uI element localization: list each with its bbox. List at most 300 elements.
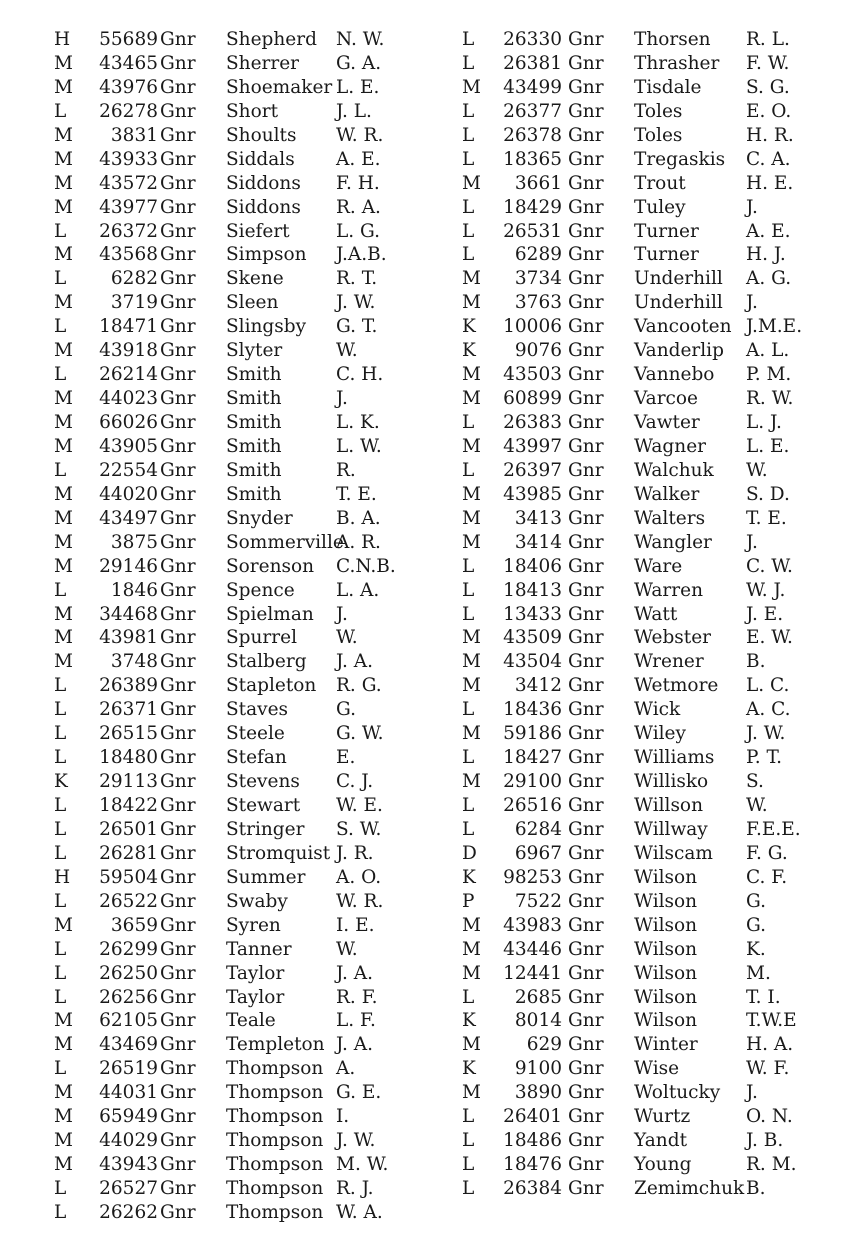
rank: Gnr: [160, 340, 196, 362]
service-number: 26281: [99, 842, 158, 864]
service-prefix: L: [54, 962, 67, 984]
initials: T. E.: [746, 507, 787, 529]
service-prefix: L: [462, 555, 475, 577]
surname: Short: [226, 100, 279, 122]
surname: Wilson: [634, 866, 698, 888]
rank: Gnr: [568, 124, 604, 146]
rank: Gnr: [160, 76, 196, 98]
surname: Thompson: [226, 1082, 324, 1104]
service-number: 3414: [514, 531, 562, 553]
service-number: 2685: [514, 986, 562, 1008]
rank: Gnr: [160, 100, 196, 122]
rank: Gnr: [160, 1106, 196, 1128]
service-number: 3763: [514, 292, 562, 314]
initials: C. F.: [746, 866, 788, 888]
service-prefix: H: [54, 29, 71, 50]
initials: J. W.: [746, 723, 786, 745]
surname: Underhill: [634, 268, 723, 290]
surname: Syren: [226, 914, 281, 936]
initials: R. F.: [336, 986, 378, 1008]
service-prefix: M: [54, 412, 73, 433]
service-number: 3875: [110, 531, 158, 553]
surname: Underhill: [634, 292, 723, 314]
rank: Gnr: [160, 555, 196, 577]
service-number: 26522: [99, 890, 158, 912]
rank: Gnr: [160, 579, 196, 601]
surname: Wrener: [634, 651, 704, 673]
service-prefix: L: [54, 459, 67, 481]
initials: P. M.: [746, 364, 792, 386]
service-number: 43509: [503, 627, 562, 649]
rank: Gnr: [160, 364, 196, 386]
initials: W.: [336, 340, 358, 362]
surname: Vanderlip: [634, 340, 724, 362]
initials: B. A.: [336, 507, 381, 529]
rank: Gnr: [568, 507, 604, 529]
service-number: 26383: [503, 412, 562, 433]
service-prefix: K: [54, 771, 68, 793]
service-number: 43465: [99, 52, 158, 74]
service-number: 43918: [99, 340, 158, 362]
rank: Gnr: [160, 699, 196, 721]
rank: Gnr: [160, 1201, 196, 1223]
initials: R.: [336, 459, 356, 481]
service-number: 3413: [514, 507, 562, 529]
service-prefix: L: [462, 1106, 475, 1128]
surname: Wilson: [634, 938, 698, 960]
service-number: 62105: [99, 1010, 158, 1032]
surname: Turner: [634, 244, 699, 266]
initials: G.: [746, 890, 766, 912]
surname: Smith: [226, 459, 282, 481]
rank: Gnr: [160, 603, 196, 625]
surname: Stringer: [226, 818, 305, 840]
surname: Thompson: [226, 1154, 324, 1176]
service-number: 43977: [99, 196, 158, 218]
service-number: 26384: [503, 1178, 562, 1199]
rank: Gnr: [160, 651, 196, 673]
service-prefix: D: [462, 842, 477, 864]
surname: Winter: [634, 1034, 698, 1056]
rank: Gnr: [568, 866, 604, 888]
rank: Gnr: [160, 412, 196, 433]
service-number: 44023: [99, 388, 158, 410]
rank: Gnr: [160, 795, 196, 816]
rank: Gnr: [568, 1034, 604, 1056]
initials: N. W.: [336, 29, 385, 50]
service-prefix: M: [54, 148, 73, 170]
surname: Tanner: [226, 938, 292, 960]
rank: Gnr: [160, 220, 196, 242]
surname: Siddons: [226, 196, 301, 218]
initials: S.: [746, 771, 764, 793]
service-prefix: M: [54, 1106, 73, 1128]
service-number: 26377: [503, 100, 562, 122]
initials: F. W.: [746, 52, 790, 74]
rank: Gnr: [568, 675, 604, 697]
initials: S. W.: [336, 818, 382, 840]
surname: Willway: [634, 818, 708, 840]
rank: Gnr: [160, 531, 196, 553]
rank: Gnr: [160, 1154, 196, 1176]
service-number: 3661: [514, 172, 562, 194]
service-number: 18486: [503, 1130, 562, 1152]
service-number: 18406: [503, 555, 562, 577]
service-prefix: M: [462, 651, 481, 673]
service-prefix: M: [54, 76, 73, 98]
service-number: 55689: [99, 29, 158, 50]
rank: Gnr: [568, 842, 604, 864]
service-prefix: K: [462, 340, 476, 362]
surname: Smith: [226, 412, 282, 433]
service-prefix: M: [462, 292, 481, 314]
rank: Gnr: [160, 818, 196, 840]
service-prefix: L: [462, 29, 475, 50]
rank: Gnr: [160, 268, 196, 290]
surname: Stewart: [226, 795, 301, 816]
rank: Gnr: [160, 723, 196, 745]
service-prefix: L: [462, 795, 475, 816]
surname: Stefan: [226, 747, 287, 769]
initials: W. A.: [336, 1201, 383, 1223]
service-number: 43446: [503, 938, 562, 960]
surname: Wilscam: [634, 842, 713, 864]
service-number: 43568: [99, 244, 158, 266]
initials: H. J.: [746, 244, 786, 266]
surname: Taylor: [226, 962, 285, 984]
service-prefix: P: [462, 890, 475, 912]
rank: Gnr: [160, 866, 196, 888]
surname: Swaby: [226, 890, 288, 912]
surname: Walchuk: [634, 459, 714, 481]
initials: F. H.: [336, 172, 380, 194]
rank: Gnr: [568, 340, 604, 362]
initials: J.: [746, 531, 758, 553]
rank: Gnr: [568, 388, 604, 410]
rank: Gnr: [568, 938, 604, 960]
surname: Smith: [226, 388, 282, 410]
service-prefix: L: [54, 795, 67, 816]
service-prefix: M: [462, 962, 481, 984]
service-prefix: M: [54, 1154, 73, 1176]
initials: J.M.E.: [746, 316, 803, 338]
initials: L. C.: [746, 675, 790, 697]
service-number: 26501: [99, 818, 158, 840]
service-number: 1846: [110, 579, 158, 601]
service-prefix: M: [462, 483, 481, 505]
service-prefix: L: [54, 747, 67, 769]
rank: Gnr: [568, 1154, 604, 1176]
initials: G. A.: [336, 52, 382, 74]
service-prefix: M: [462, 388, 481, 410]
initials: M.: [746, 962, 771, 984]
rank: Gnr: [160, 435, 196, 457]
surname: Willson: [634, 795, 703, 816]
initials: H. A.: [746, 1034, 794, 1056]
service-prefix: H: [54, 866, 71, 888]
service-prefix: M: [54, 507, 73, 529]
service-prefix: M: [54, 627, 73, 649]
initials: P. T.: [746, 747, 782, 769]
service-prefix: M: [54, 124, 73, 146]
surname: Spence: [226, 579, 295, 601]
service-prefix: L: [462, 699, 475, 721]
rank: Gnr: [568, 435, 604, 457]
service-prefix: L: [54, 675, 67, 697]
surname: Ware: [634, 555, 683, 577]
surname: Slyter: [226, 340, 283, 362]
service-number: 26256: [99, 986, 158, 1008]
surname: Tuley: [634, 196, 686, 218]
service-prefix: M: [462, 364, 481, 386]
service-number: 43572: [99, 172, 158, 194]
rank: Gnr: [160, 244, 196, 266]
service-number: 629: [526, 1034, 562, 1056]
rank: Gnr: [160, 507, 196, 529]
service-number: 59504: [99, 866, 158, 888]
rank: Gnr: [160, 388, 196, 410]
surname: Vannebo: [634, 364, 715, 386]
service-prefix: M: [462, 435, 481, 457]
rank: Gnr: [160, 747, 196, 769]
service-number: 26401: [503, 1106, 562, 1128]
surname: Vancooten: [634, 316, 732, 338]
service-prefix: L: [54, 723, 67, 745]
rank: Gnr: [160, 29, 196, 50]
service-number: 26371: [99, 699, 158, 721]
service-number: 29146: [99, 555, 158, 577]
rank: Gnr: [160, 986, 196, 1008]
service-number: 6282: [110, 268, 158, 290]
initials: G. T.: [336, 316, 378, 338]
service-prefix: L: [54, 220, 67, 242]
surname: Thompson: [226, 1058, 324, 1080]
surname: Wilson: [634, 890, 698, 912]
rank: Gnr: [160, 1058, 196, 1080]
initials: I. E.: [336, 914, 375, 936]
rank: Gnr: [568, 771, 604, 793]
service-number: 18436: [503, 699, 562, 721]
surname: Tregaskis: [634, 148, 726, 170]
initials: L. E.: [746, 435, 790, 457]
initials: C. W.: [746, 555, 793, 577]
rank: Gnr: [568, 651, 604, 673]
surname: Siefert: [226, 220, 290, 242]
surname: Simpson: [226, 244, 307, 266]
service-number: 26299: [99, 938, 158, 960]
service-number: 26278: [99, 100, 158, 122]
initials: W. R.: [336, 124, 384, 146]
surname: Snyder: [226, 507, 293, 529]
service-prefix: M: [54, 244, 73, 266]
service-prefix: M: [462, 914, 481, 936]
service-number: 26389: [99, 675, 158, 697]
rank: Gnr: [160, 316, 196, 338]
surname: Vawter: [634, 412, 700, 433]
service-prefix: L: [462, 52, 475, 74]
initials: M. W.: [336, 1154, 389, 1176]
surname: Zemimchuk: [634, 1178, 745, 1199]
service-prefix: L: [462, 124, 475, 146]
service-number: 43985: [503, 483, 562, 505]
initials: B.: [746, 1178, 766, 1199]
initials: E.: [336, 747, 356, 769]
surname: Taylor: [226, 986, 285, 1008]
initials: O. N.: [746, 1106, 793, 1128]
initials: W. F.: [746, 1058, 790, 1080]
rank: Gnr: [160, 483, 196, 505]
service-prefix: L: [54, 579, 67, 601]
initials: A. C.: [746, 699, 791, 721]
service-number: 3734: [514, 268, 562, 290]
service-prefix: L: [462, 148, 475, 170]
service-prefix: M: [462, 1034, 481, 1056]
service-number: 43983: [503, 914, 562, 936]
service-number: 26381: [503, 52, 562, 74]
surname: Sherrer: [226, 52, 300, 74]
initials: L. E.: [336, 76, 380, 98]
surname: Wangler: [634, 531, 712, 553]
service-number: 43933: [99, 148, 158, 170]
service-number: 26519: [99, 1058, 158, 1080]
rank: Gnr: [568, 555, 604, 577]
surname: Warren: [634, 579, 703, 601]
rank: Gnr: [568, 196, 604, 218]
surname: Tisdale: [634, 76, 702, 98]
service-number: 3748: [110, 651, 158, 673]
service-number: 43503: [503, 364, 562, 386]
service-number: 43905: [99, 435, 158, 457]
rank: Gnr: [568, 364, 604, 386]
surname: Spurrel: [226, 627, 297, 649]
service-number: 18422: [99, 795, 158, 816]
service-prefix: M: [462, 723, 481, 745]
initials: L. F.: [336, 1010, 376, 1032]
service-prefix: M: [462, 172, 481, 194]
service-prefix: L: [54, 268, 67, 290]
service-number: 13433: [503, 603, 562, 625]
surname: Toles: [634, 100, 683, 122]
rank: Gnr: [160, 148, 196, 170]
service-prefix: M: [54, 172, 73, 194]
surname: Thorsen: [634, 29, 711, 50]
rank: Gnr: [568, 1082, 604, 1104]
initials: A. G.: [746, 268, 792, 290]
service-prefix: L: [462, 986, 475, 1008]
initials: W.: [336, 627, 358, 649]
service-number: 43943: [99, 1154, 158, 1176]
surname: Wetmore: [634, 675, 719, 697]
rank: Gnr: [568, 795, 604, 816]
surname: Yandt: [634, 1130, 687, 1152]
service-prefix: L: [462, 603, 475, 625]
rank: Gnr: [568, 76, 604, 98]
initials: W.: [746, 795, 768, 816]
service-number: 7522: [514, 890, 562, 912]
initials: T. I.: [746, 986, 781, 1008]
rank: Gnr: [160, 1178, 196, 1199]
rank: Gnr: [160, 1034, 196, 1056]
rank: Gnr: [568, 531, 604, 553]
initials: A. R.: [336, 531, 381, 553]
rank: Gnr: [568, 1178, 604, 1199]
rank: Gnr: [160, 842, 196, 864]
service-prefix: M: [462, 531, 481, 553]
initials: J. W.: [336, 292, 376, 314]
surname: Walker: [634, 483, 700, 505]
surname: Woltucky: [634, 1082, 721, 1104]
initials: G. W.: [336, 723, 384, 745]
surname: Wilson: [634, 914, 698, 936]
service-prefix: M: [54, 435, 73, 457]
surname: Staves: [226, 699, 289, 721]
service-prefix: L: [462, 459, 475, 481]
initials: J. A.: [336, 651, 373, 673]
service-number: 26250: [99, 962, 158, 984]
initials: E. W.: [746, 627, 793, 649]
service-prefix: L: [462, 818, 475, 840]
surname: Wilson: [634, 1010, 698, 1032]
service-prefix: L: [54, 818, 67, 840]
service-number: 18476: [503, 1154, 562, 1176]
service-number: 3412: [514, 675, 562, 697]
service-prefix: M: [54, 1010, 73, 1032]
surname: Wilson: [634, 986, 698, 1008]
rank: Gnr: [568, 268, 604, 290]
initials: G. E.: [336, 1082, 382, 1104]
rank: Gnr: [160, 172, 196, 194]
initials: L. J.: [746, 412, 782, 433]
initials: W. J.: [746, 579, 786, 601]
service-number: 44031: [99, 1082, 158, 1104]
initials: R. J.: [336, 1178, 374, 1199]
service-prefix: M: [54, 555, 73, 577]
rank: Gnr: [160, 675, 196, 697]
service-prefix: K: [462, 1058, 476, 1080]
service-prefix: L: [54, 986, 67, 1008]
service-number: 34468: [99, 603, 158, 625]
rank: Gnr: [568, 220, 604, 242]
rank: Gnr: [568, 699, 604, 721]
service-prefix: M: [462, 627, 481, 649]
initials: A. E.: [746, 220, 791, 242]
initials: A. L.: [746, 340, 790, 362]
surname: Stromquist: [226, 842, 331, 864]
service-prefix: L: [462, 1178, 475, 1199]
rank: Gnr: [160, 196, 196, 218]
service-number: 18365: [503, 148, 562, 170]
surname: Sommerville: [226, 531, 344, 553]
initials: E. O.: [746, 100, 792, 122]
initials: J.: [336, 388, 348, 410]
initials: T.W.E: [746, 1010, 797, 1032]
initials: R. A.: [336, 196, 381, 218]
surname: Wilson: [634, 962, 698, 984]
initials: W. E.: [336, 795, 383, 816]
service-prefix: K: [462, 866, 476, 888]
service-number: 43976: [99, 76, 158, 98]
rank: Gnr: [568, 914, 604, 936]
surname: Turner: [634, 220, 699, 242]
surname: Webster: [634, 627, 712, 649]
rank: Gnr: [160, 1010, 196, 1032]
service-number: 9076: [514, 340, 562, 362]
service-number: 26531: [503, 220, 562, 242]
service-number: 98253: [503, 866, 562, 888]
rank: Gnr: [568, 1058, 604, 1080]
service-prefix: M: [54, 483, 73, 505]
service-number: 3719: [110, 292, 158, 314]
